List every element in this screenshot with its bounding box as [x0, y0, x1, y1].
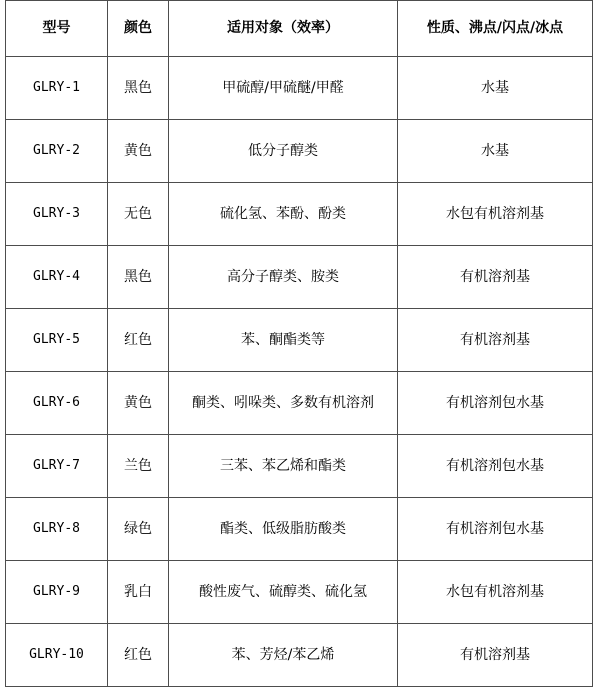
model-cell: GLRY-2: [6, 120, 108, 183]
property-cell: 有机溶剂包水基: [398, 498, 593, 561]
table-row: [6, 183, 593, 246]
color-cell: 黑色: [108, 57, 169, 120]
product-table: [5, 0, 593, 687]
property-cell: 有机溶剂包水基: [398, 372, 593, 435]
table-row: [6, 624, 593, 687]
color-cell: 红色: [108, 309, 169, 372]
property-cell: 水包有机溶剂基: [398, 183, 593, 246]
header-color: 颜色: [108, 1, 169, 57]
property-cell: 水包有机溶剂基: [398, 561, 593, 624]
model-cell: GLRY-8: [6, 498, 108, 561]
table-row: [6, 246, 593, 309]
color-cell: 无色: [108, 183, 169, 246]
target-cell: 苯、芳烃/苯乙烯: [169, 624, 398, 687]
target-cell: 酸性废气、硫醇类、硫化氢: [169, 561, 398, 624]
color-cell: 乳白: [108, 561, 169, 624]
table-row: [6, 309, 593, 372]
model-cell: GLRY-5: [6, 309, 108, 372]
property-cell: 水基: [398, 120, 593, 183]
table-row: [6, 57, 593, 120]
color-cell: 黑色: [108, 246, 169, 309]
model-cell: GLRY-3: [6, 183, 108, 246]
model-cell: GLRY-7: [6, 435, 108, 498]
model-cell: GLRY-1: [6, 57, 108, 120]
table-row: [6, 561, 593, 624]
target-cell: 高分子醇类、胺类: [169, 246, 398, 309]
target-cell: 酯类、低级脂肪酸类: [169, 498, 398, 561]
header-model: 型号: [6, 1, 108, 57]
table-row: [6, 435, 593, 498]
model-cell: GLRY-4: [6, 246, 108, 309]
property-cell: 有机溶剂基: [398, 624, 593, 687]
color-cell: 绿色: [108, 498, 169, 561]
header-property: 性质、沸点/闪点/冰点: [398, 1, 593, 57]
model-cell: GLRY-9: [6, 561, 108, 624]
target-cell: 酮类、吲哚类、多数有机溶剂: [169, 372, 398, 435]
property-cell: 有机溶剂基: [398, 309, 593, 372]
table-row: [6, 498, 593, 561]
target-cell: 甲硫醇/甲硫醚/甲醛: [169, 57, 398, 120]
model-cell: GLRY-10: [6, 624, 108, 687]
target-cell: 苯、酮酯类等: [169, 309, 398, 372]
model-cell: GLRY-6: [6, 372, 108, 435]
color-cell: 红色: [108, 624, 169, 687]
target-cell: 低分子醇类: [169, 120, 398, 183]
header-row: [6, 1, 593, 57]
property-cell: 有机溶剂包水基: [398, 435, 593, 498]
color-cell: 黄色: [108, 372, 169, 435]
color-cell: 黄色: [108, 120, 169, 183]
property-cell: 有机溶剂基: [398, 246, 593, 309]
target-cell: 硫化氢、苯酚、酚类: [169, 183, 398, 246]
table-row: [6, 120, 593, 183]
header-target: 适用对象（效率）: [169, 1, 398, 57]
table-row: [6, 372, 593, 435]
color-cell: 兰色: [108, 435, 169, 498]
property-cell: 水基: [398, 57, 593, 120]
target-cell: 三苯、苯乙烯和酯类: [169, 435, 398, 498]
